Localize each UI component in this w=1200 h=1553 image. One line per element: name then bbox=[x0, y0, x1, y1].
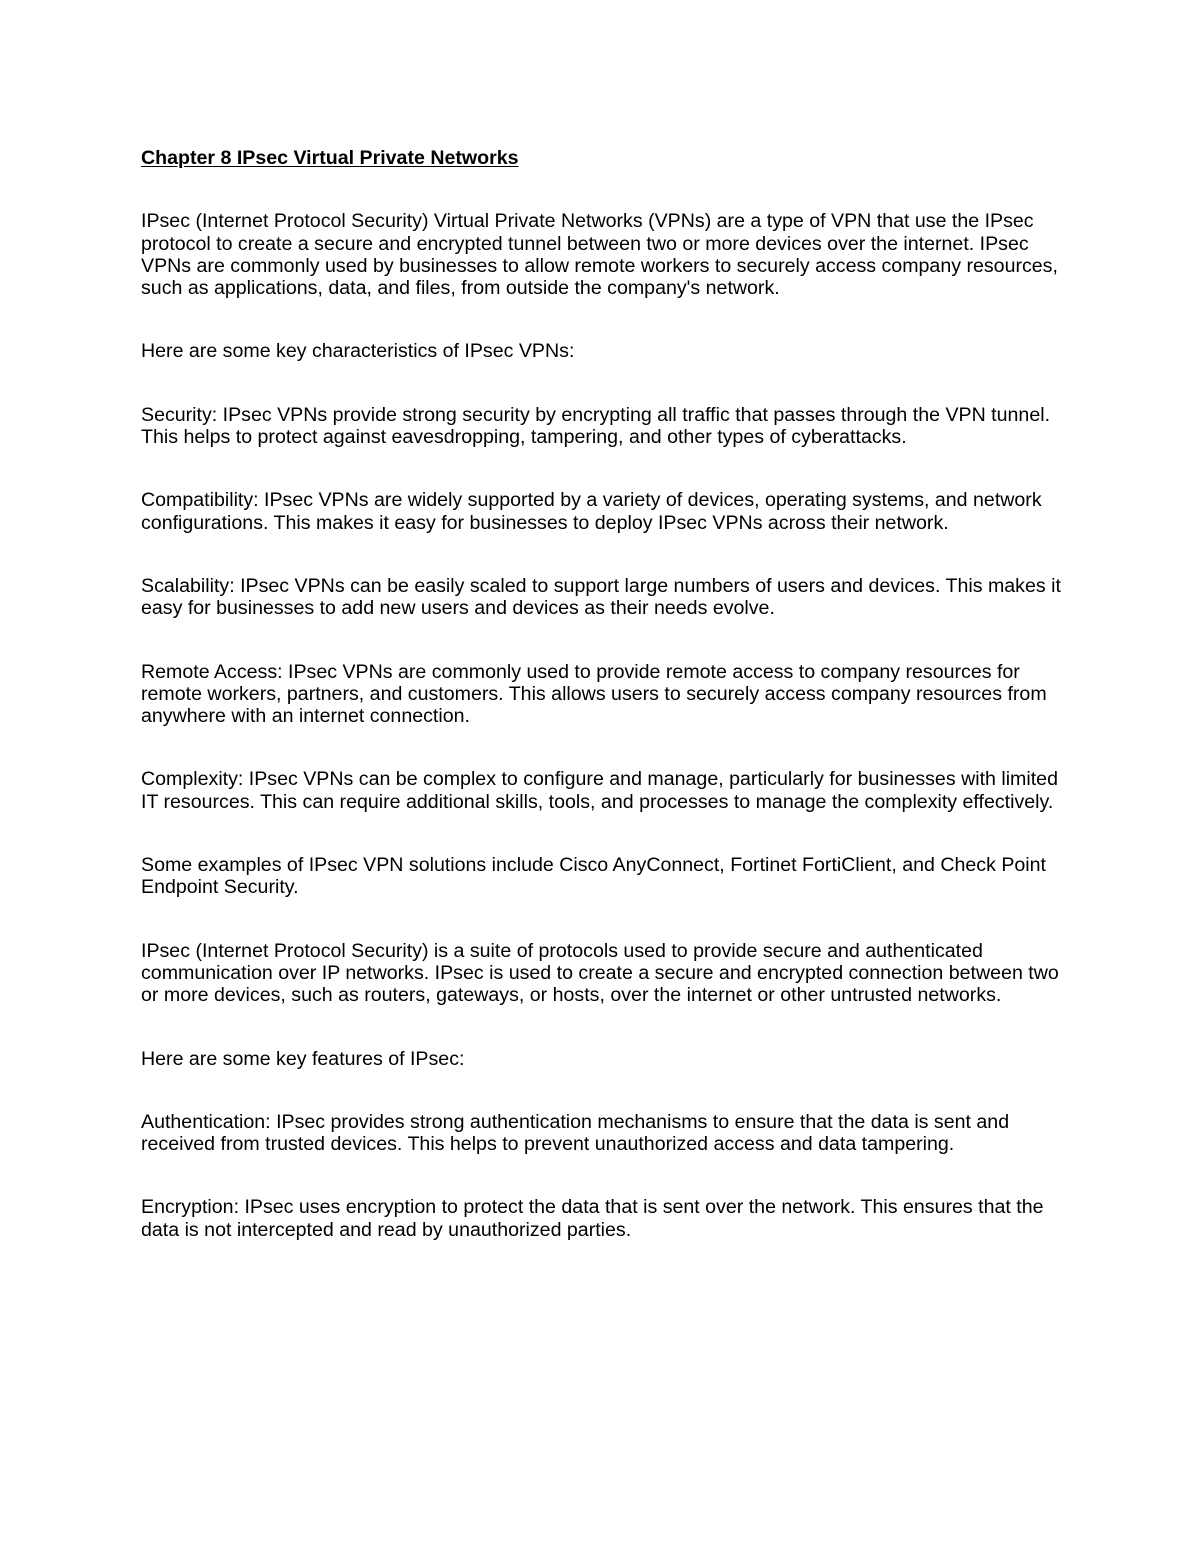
paragraph-characteristics-heading: Here are some key characteristics of IPsec VPNs: bbox=[141, 340, 575, 363]
paragraph-compatibility: Compatibility: IPsec VPNs are widely supported by a variety of devices, operating systems, and network configurations. This makes it easy for businesses to deploy IPsec VPNs across their network. bbox=[141, 489, 1042, 534]
paragraph-examples: Some examples of IPsec VPN solutions include Cisco AnyConnect, Fortinet FortiClient, and Check Point Endpoint Security. bbox=[141, 854, 1047, 899]
paragraph-scalability: Scalability: IPsec VPNs can be easily scaled to support large numbers of users and devices. This makes it easy for businesses to add new users and devices as their needs evolve. bbox=[141, 574, 1061, 620]
paragraph-ipsec-definition: IPsec (Internet Protocol Security) is a suite of protocols used to provide secure and authenticated communication over IP networks. IPsec is used to create a secure and encrypted connection between two or more devices, such as routers, gateways, or hosts, over the internet or other untrusted networks. bbox=[141, 939, 1059, 1007]
paragraph-authentication: Authentication: IPsec provides strong authentication mechanisms to ensure that the data is sent and received from trusted devices. This helps to prevent unauthorized access and data tampering. bbox=[141, 1110, 1010, 1156]
paragraph-remote-access: Remote Access: IPsec VPNs are commonly used to provide remote access to company resources for remote workers, partners, and customers. This allows users to securely access company resources from anywhere with an internet connection. bbox=[141, 660, 1047, 728]
paragraph-features-heading: Here are some key features of IPsec: bbox=[141, 1047, 465, 1070]
paragraph-complexity: Complexity: IPsec VPNs can be complex to configure and manage, particularly for businesses with limited IT resources. This can require additional skills, tools, and processes to manage the complexity effectively. bbox=[141, 768, 1058, 813]
paragraph-security: Security: IPsec VPNs provide strong security by encrypting all traffic that passes through the VPN tunnel. This helps to protect against eavesdropping, tampering, and other types of cyberattacks. bbox=[141, 403, 1051, 449]
document-body bbox=[141, 147, 1071, 1241]
page-title: Chapter 8 IPsec Virtual Private Networks bbox=[141, 147, 519, 169]
paragraph-intro: IPsec (Internet Protocol Security) Virtual Private Networks (VPNs) are a type of VPN that use the IPsec protocol to create a secure and encrypted tunnel between two or more devices over the internet. IPsec VPNs are commonly used by businesses to allow remote workers to securely access company resources, such as applications, data, and files, from outside the company's network. bbox=[141, 210, 1058, 300]
paragraph-encryption: Encryption: IPsec uses encryption to protect the data that is sent over the network. This ensures that the data is not intercepted and read by unauthorized parties. bbox=[141, 1196, 1044, 1241]
